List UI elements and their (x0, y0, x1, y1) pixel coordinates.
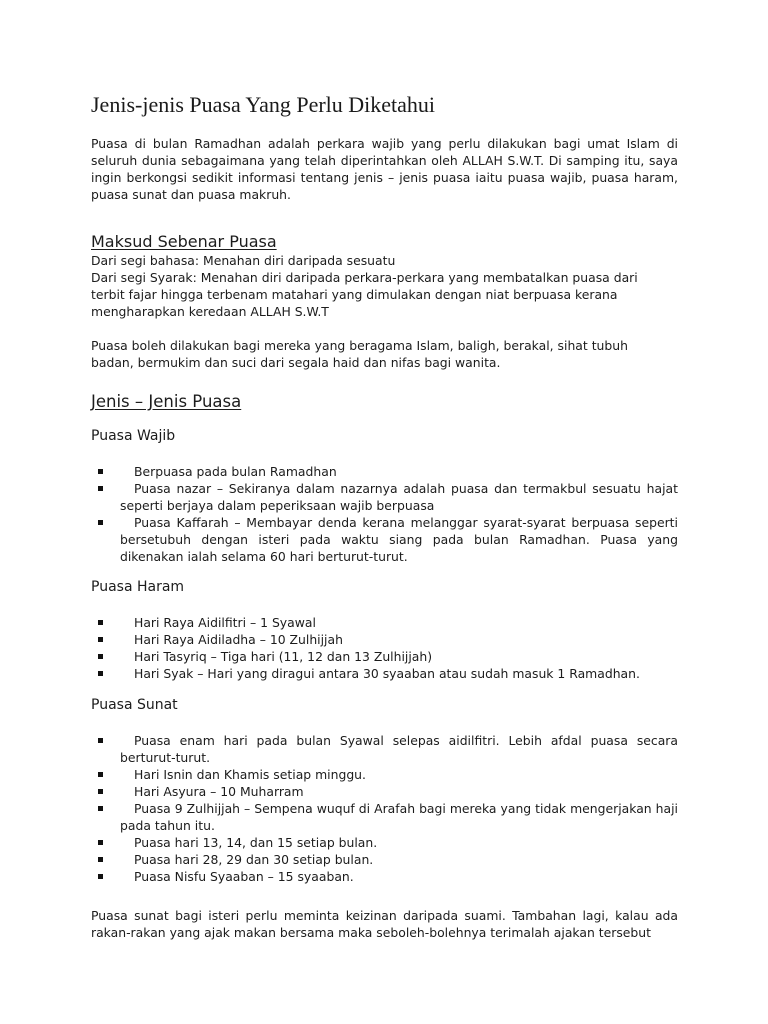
square-bullet-icon (98, 469, 103, 474)
list-item (91, 732, 678, 766)
maksud-bahasa-line: Dari segi bahasa: Menahan diri daripada sesuatu (91, 253, 396, 268)
square-bullet-icon (98, 840, 103, 845)
square-bullet-icon (98, 874, 103, 879)
list-item (91, 851, 678, 868)
syarat-line-1: Puasa boleh dilakukan bagi mereka yang beragama Islam, baligh, berakal, sihat tubuh (91, 338, 628, 353)
list-item-text: Puasa hari 28, 29 dan 30 setiap bulan. (134, 852, 374, 867)
list-item (91, 631, 678, 648)
list-item (91, 766, 678, 783)
subheading-puasa-wajib: Puasa Wajib (91, 428, 176, 444)
intro-paragraph: Puasa di bulan Ramadhan adalah perkara wajib yang perlu dilakukan bagi umat Islam di seluruh dunia sebagaimana yang telah diperintahkan oleh ALLAH S.W.T. Di samping itu, saya ingin berkongsi sedikit informasi tentang jenis – jenis puasa iaitu puasa wajib, puasa haram, puasa sunat dan puasa makruh. (91, 136, 678, 202)
list-puasa-wajib (91, 463, 678, 565)
list-item (91, 665, 678, 682)
subheading-puasa-haram: Puasa Haram (91, 579, 185, 595)
list-item-text: Puasa hari 13, 14, dan 15 setiap bulan. (134, 835, 378, 850)
section-heading-maksud: Maksud Sebenar Puasa (91, 232, 277, 251)
closing-paragraph: Puasa sunat bagi isteri perlu meminta keizinan daripada suami. Tambahan lagi, kalau ada rakan-rakan yang ajak makan bersama maka seboleh-bolehnya terimalah ajakan tersebut (91, 908, 678, 940)
maksud-syarak-line-1: Dari segi Syarak: Menahan diri daripada perkara-perkara yang membatalkan puasa dari (91, 270, 638, 285)
page-title: Jenis-jenis Puasa Yang Perlu Diketahui (91, 92, 436, 117)
list-item (91, 463, 678, 480)
list-item (91, 783, 678, 800)
list-puasa-haram (91, 614, 678, 682)
syarat-line-2: badan, bermukim dan suci dari segala haid dan nifas bagi wanita. (91, 355, 501, 370)
list-item-text: Puasa nazar – Sekiranya dalam nazarnya adalah puasa dan termakbul sesuatu hajat seperti berjaya dalam peperiksaan wajib berpuasa (120, 481, 678, 513)
list-item (91, 834, 678, 851)
maksud-syarak-line-2: terbit fajar hingga terbenam matahari yang dimulakan dengan niat berpuasa kerana (91, 287, 618, 302)
list-item-text: Hari Raya Aidilfitri – 1 Syawal (134, 615, 316, 630)
square-bullet-icon (98, 486, 103, 491)
square-bullet-icon (98, 637, 103, 642)
square-bullet-icon (98, 789, 103, 794)
square-bullet-icon (98, 654, 103, 659)
list-puasa-sunat (91, 732, 678, 885)
list-item-text: Puasa Kaffarah – Membayar denda kerana melanggar syarat-syarat berpuasa seperti bersetubuh dengan isteri pada waktu siang pada bulan Ramadhan. Puasa yang dikenakan ialah selama 60 hari berturut-turut. (120, 515, 678, 564)
maksud-syarak-line-3: mengharapkan keredaan ALLAH S.W.T (91, 304, 329, 319)
list-item-text: Puasa 9 Zulhijjah – Sempena wuquf di Arafah bagi mereka yang tidak mengerjakan haji pada tahun itu. (120, 801, 678, 833)
square-bullet-icon (98, 738, 103, 743)
list-item (91, 800, 678, 834)
square-bullet-icon (98, 857, 103, 862)
list-item-text: Hari Raya Aidiladha – 10 Zulhijjah (134, 632, 343, 647)
list-item-text: Puasa Nisfu Syaaban – 15 syaaban. (134, 869, 354, 884)
list-item-text: Hari Syak – Hari yang diragui antara 30 syaaban atau sudah masuk 1 Ramadhan. (134, 666, 640, 681)
square-bullet-icon (98, 671, 103, 676)
square-bullet-icon (98, 620, 103, 625)
subheading-puasa-sunat: Puasa Sunat (91, 697, 178, 713)
list-item (91, 648, 678, 665)
square-bullet-icon (98, 806, 103, 811)
list-item-text: Hari Asyura – 10 Muharram (134, 784, 304, 799)
list-item (91, 868, 678, 885)
list-item-text: Puasa enam hari pada bulan Syawal selepas aidilfitri. Lebih afdal puasa secara berturut-turut. (120, 733, 678, 765)
square-bullet-icon (98, 520, 103, 525)
list-item-text: Berpuasa pada bulan Ramadhan (134, 464, 337, 479)
section-heading-jenis: Jenis – Jenis Puasa (91, 392, 242, 411)
list-item-text: Hari Tasyriq – Tiga hari (11, 12 dan 13 Zulhijjah) (134, 649, 433, 664)
list-item-text: Hari Isnin dan Khamis setiap minggu. (134, 767, 366, 782)
list-item (91, 614, 678, 631)
list-item (91, 480, 678, 514)
square-bullet-icon (98, 772, 103, 777)
list-item (91, 514, 678, 565)
